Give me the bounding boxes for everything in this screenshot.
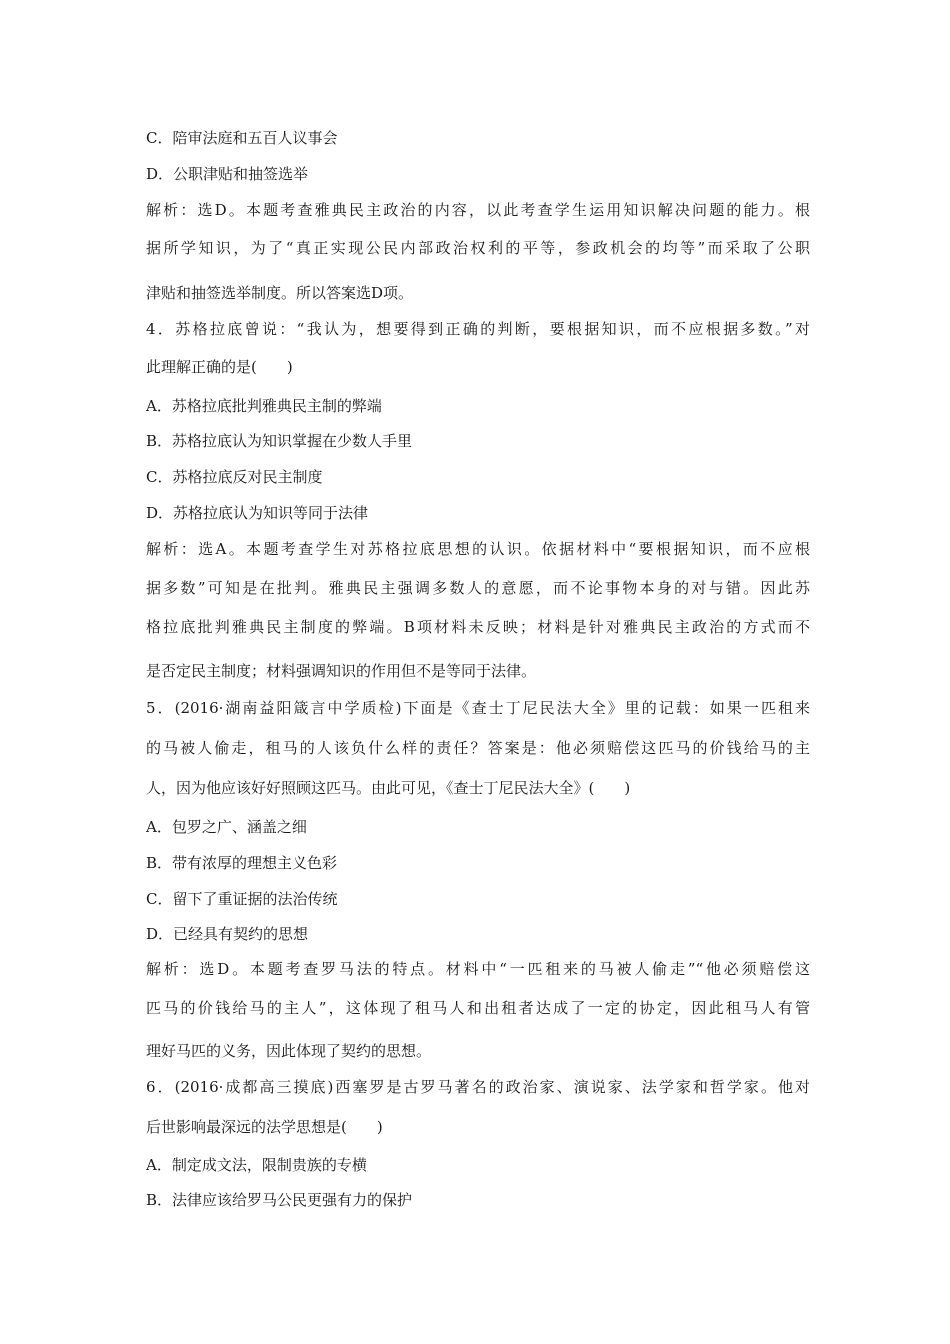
analysis-q3-line2: 据所学知识，为了“真正实现公民内部政治权利的平等，参政机会的均等”而采取了公职 xyxy=(146,239,810,257)
option-a-q4: A．苏格拉底批判雅典民主制的弊端 xyxy=(146,397,382,415)
option-d-q5: D．已经具有契约的思想 xyxy=(146,925,309,943)
analysis-q3-line3: 津贴和抽签选举制度。所以答案选D项。 xyxy=(146,284,414,302)
option-d-q3: D．公职津贴和抽签选举 xyxy=(146,165,309,183)
option-c-q5: C．留下了重证据的法治传统 xyxy=(146,890,338,908)
option-b-q4: B．苏格拉底认为知识掌握在少数人手里 xyxy=(146,432,413,450)
question-4-line1: 4．苏格拉底曾说：“我认为，想要得到正确的判断，要根据知识，而不应根据多数。”对 xyxy=(146,320,810,338)
analysis-q5-line1: 解析：选D。本题考查罗马法的特点。材料中“一匹租来的马被人偷走”“他必须赔偿这 xyxy=(146,960,810,978)
analysis-q4-line1: 解析：选A。本题考查学生对苏格拉底思想的认识。依据材料中“要根据知识，而不应根 xyxy=(146,540,810,558)
option-d-q4: D．苏格拉底认为知识等同于法律 xyxy=(146,504,369,522)
analysis-q5-line3: 理好马匹的义务，因此体现了契约的思想。 xyxy=(146,1042,432,1060)
option-c-q3: C．陪审法庭和五百人议事会 xyxy=(146,129,338,147)
question-6-line1: 6．(2016·成都高三摸底)西塞罗是古罗马著名的政治家、演说家、法学家和哲学家。他对 xyxy=(146,1078,810,1096)
analysis-q4-line3: 格拉底批判雅典民主制度的弊端。B项材料未反映；材料是针对雅典民主政治的方式而不 xyxy=(146,618,810,636)
option-a-q5: A．包罗之广、涵盖之细 xyxy=(146,818,307,836)
option-a-q6: A．制定成文法，限制贵族的专横 xyxy=(146,1156,367,1174)
analysis-q4-line4: 是否定民主制度；材料强调知识的作用但不是等同于法律。 xyxy=(146,662,537,680)
question-6-line2: 后世影响最深远的法学思想是( ) xyxy=(146,1118,383,1136)
option-c-q4: C．苏格拉底反对民主制度 xyxy=(146,468,323,486)
question-4-line2: 此理解正确的是( ) xyxy=(146,358,293,376)
option-b-q6: B．法律应该给罗马公民更强有力的保护 xyxy=(146,1191,413,1209)
analysis-q4-line2: 据多数”可知是在批判。雅典民主强调多数人的意愿，而不论事物本身的对与错。因此苏 xyxy=(146,579,810,597)
question-5-line2: 的马被人偷走，租马的人该负什么样的责任？答案是：他必须赔偿这匹马的价钱给马的主 xyxy=(146,739,810,757)
question-5-line3: 人，因为他应该好好照顾这匹马。由此可见，《查士丁尼民法大全》( ) xyxy=(146,779,631,797)
question-5-line1: 5．(2016·湖南益阳箴言中学质检)下面是《查士丁尼民法大全》里的记载：如果一匹租来 xyxy=(146,699,810,717)
analysis-q3-line1: 解析：选D。本题考查雅典民主政治的内容，以此考查学生运用知识解决问题的能力。根 xyxy=(146,201,810,219)
option-b-q5: B．带有浓厚的理想主义色彩 xyxy=(146,854,338,872)
analysis-q5-line2: 匹马的价钱给马的主人”，这体现了租马人和出租者达成了一定的协定，因此租马人有管 xyxy=(146,999,810,1017)
